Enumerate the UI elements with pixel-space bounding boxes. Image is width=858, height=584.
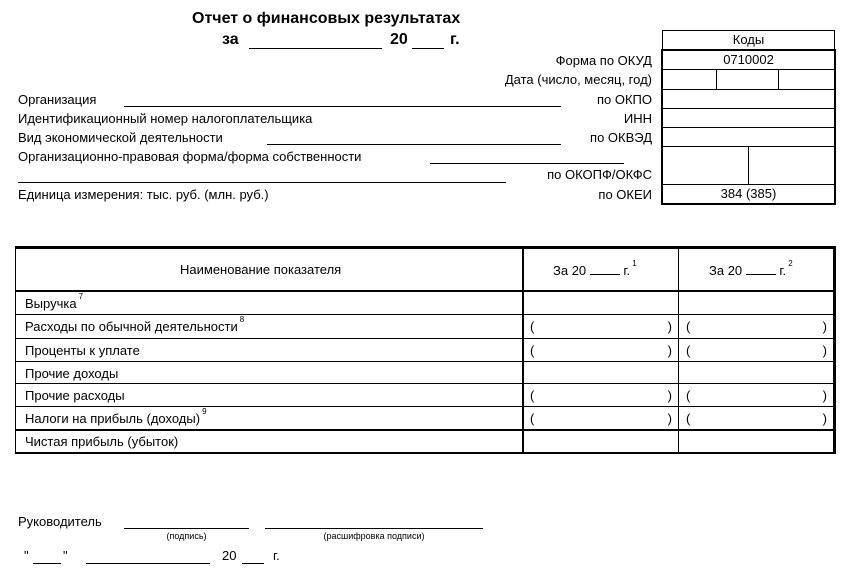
value-cell-col2[interactable] [680,430,833,451]
row-label: Налоги на прибыль (доходы) $^9$ [25,406,207,426]
inn-full-label: Идентификационный номер налогоплательщика [18,111,313,126]
column-2-header: За 20 г. $^2$ [709,258,793,278]
okfs-cell[interactable] [750,148,834,183]
paren-open: ( [530,343,535,358]
codes-header-cell [662,30,835,50]
column-2-note: 2 [788,258,793,268]
row-label: Прочие доходы [25,366,119,381]
paren-close: ) [822,343,827,358]
value-cell-col2[interactable] [680,407,833,427]
row-note: 9 [202,406,207,416]
paren-open: ( [686,343,691,358]
value-cell-col1[interactable] [524,315,678,337]
value-cell-col2[interactable] [680,339,833,360]
column-name-header: Наименование показателя [180,262,342,277]
date-quote-open: " [24,548,29,563]
column-1-year-line[interactable] [590,263,620,275]
okved-cell[interactable] [664,129,834,145]
date-quote-close: " [63,548,68,563]
date-label: Дата (число, месяц, год) [504,72,652,87]
paren-open: ( [530,388,535,403]
signature-input-line[interactable] [124,528,249,529]
decoding-caption: (расшифровка подписи) [323,531,425,541]
paren-close: ) [667,319,672,334]
okud-label: Форма по ОКУД [555,53,652,68]
value-cell-col2[interactable] [680,384,833,405]
value-cell-col1[interactable] [524,430,678,451]
date-day-cell[interactable] [664,71,714,87]
value-cell-col1[interactable] [524,292,678,313]
period-prefix: за [222,31,239,48]
okved-label: по ОКВЭД [590,130,652,145]
codes-header: Коды [732,32,765,47]
period-input-line[interactable] [249,48,382,49]
value-cell-col1[interactable] [524,362,678,382]
organization-label: Организация [18,92,97,107]
footer-year-prefix: 20 [222,548,237,563]
value-cell-col1[interactable] [524,407,678,427]
inn-label: ИНН [623,111,652,126]
date-year-cell[interactable] [780,71,834,87]
activity-label: Вид экономической деятельности [18,130,223,145]
paren-close: ) [667,411,672,426]
footer-day-input-line[interactable] [33,563,61,564]
value-cell-col2[interactable] [680,362,833,382]
unit-label: Единица измерения: тыс. руб. (млн. руб.) [18,187,269,202]
paren-close: ) [667,343,672,358]
period-year-input-line[interactable] [412,48,444,49]
date-month-cell[interactable] [718,71,776,87]
paren-open: ( [686,388,691,403]
paren-close: ) [667,388,672,403]
paren-open: ( [530,411,535,426]
decoding-input-line[interactable] [265,528,483,529]
value-cell-col2[interactable] [680,292,833,313]
okpo-cell[interactable] [664,91,834,107]
value-cell-col2[interactable] [680,315,833,337]
activity-input-line[interactable] [267,144,561,145]
legal-form-input-line-2[interactable] [18,182,506,183]
value-cell-col1[interactable] [524,339,678,360]
row-label: Проценты к уплате [25,343,140,358]
okopf-cell[interactable] [664,148,746,183]
okei-code: 384 (385) [720,186,777,201]
inn-cell[interactable] [664,110,834,126]
column-1-header: За 20 г. $^1$ [553,258,637,278]
footer-year-suffix: г. [273,548,280,563]
report-title: Отчет о финансовых результатах [192,10,461,27]
organization-input-line[interactable] [124,106,561,107]
value-cell-col1[interactable] [524,384,678,405]
signature-caption: (подпись) [166,531,207,541]
okopf-label: по ОКОПФ/ОКФС [547,167,652,182]
period-year-suffix: г. [450,31,460,48]
paren-close: ) [822,388,827,403]
row-label: Чистая прибыль (убыток) [25,434,179,449]
row-label: Прочие расходы [25,388,125,403]
row-label: Расходы по обычной деятельности $^8$ [25,314,245,334]
legal-form-label: Организационно-правовая форма/форма собственности [18,149,362,164]
row-label: Выручка $^7$ [25,291,84,311]
legal-form-input-line-1[interactable] [430,163,624,164]
row-note: 7 [78,291,84,301]
paren-open: ( [686,319,691,334]
paren-close: ) [822,411,827,426]
column-1-note: 1 [632,258,637,268]
paren-open: ( [686,411,691,426]
footer-month-input-line[interactable] [86,563,210,564]
row-note: 8 [239,314,245,324]
period-year-prefix: 20 [390,31,408,48]
okud-code: 0710002 [723,52,774,67]
footer-year-input-line[interactable] [242,563,264,564]
column-2-year-line[interactable] [746,263,776,275]
paren-close: ) [822,319,827,334]
okei-label: по ОКЕИ [598,187,652,202]
paren-open: ( [530,319,535,334]
head-label: Руководитель [18,514,102,529]
okpo-label: по ОКПО [596,92,652,107]
